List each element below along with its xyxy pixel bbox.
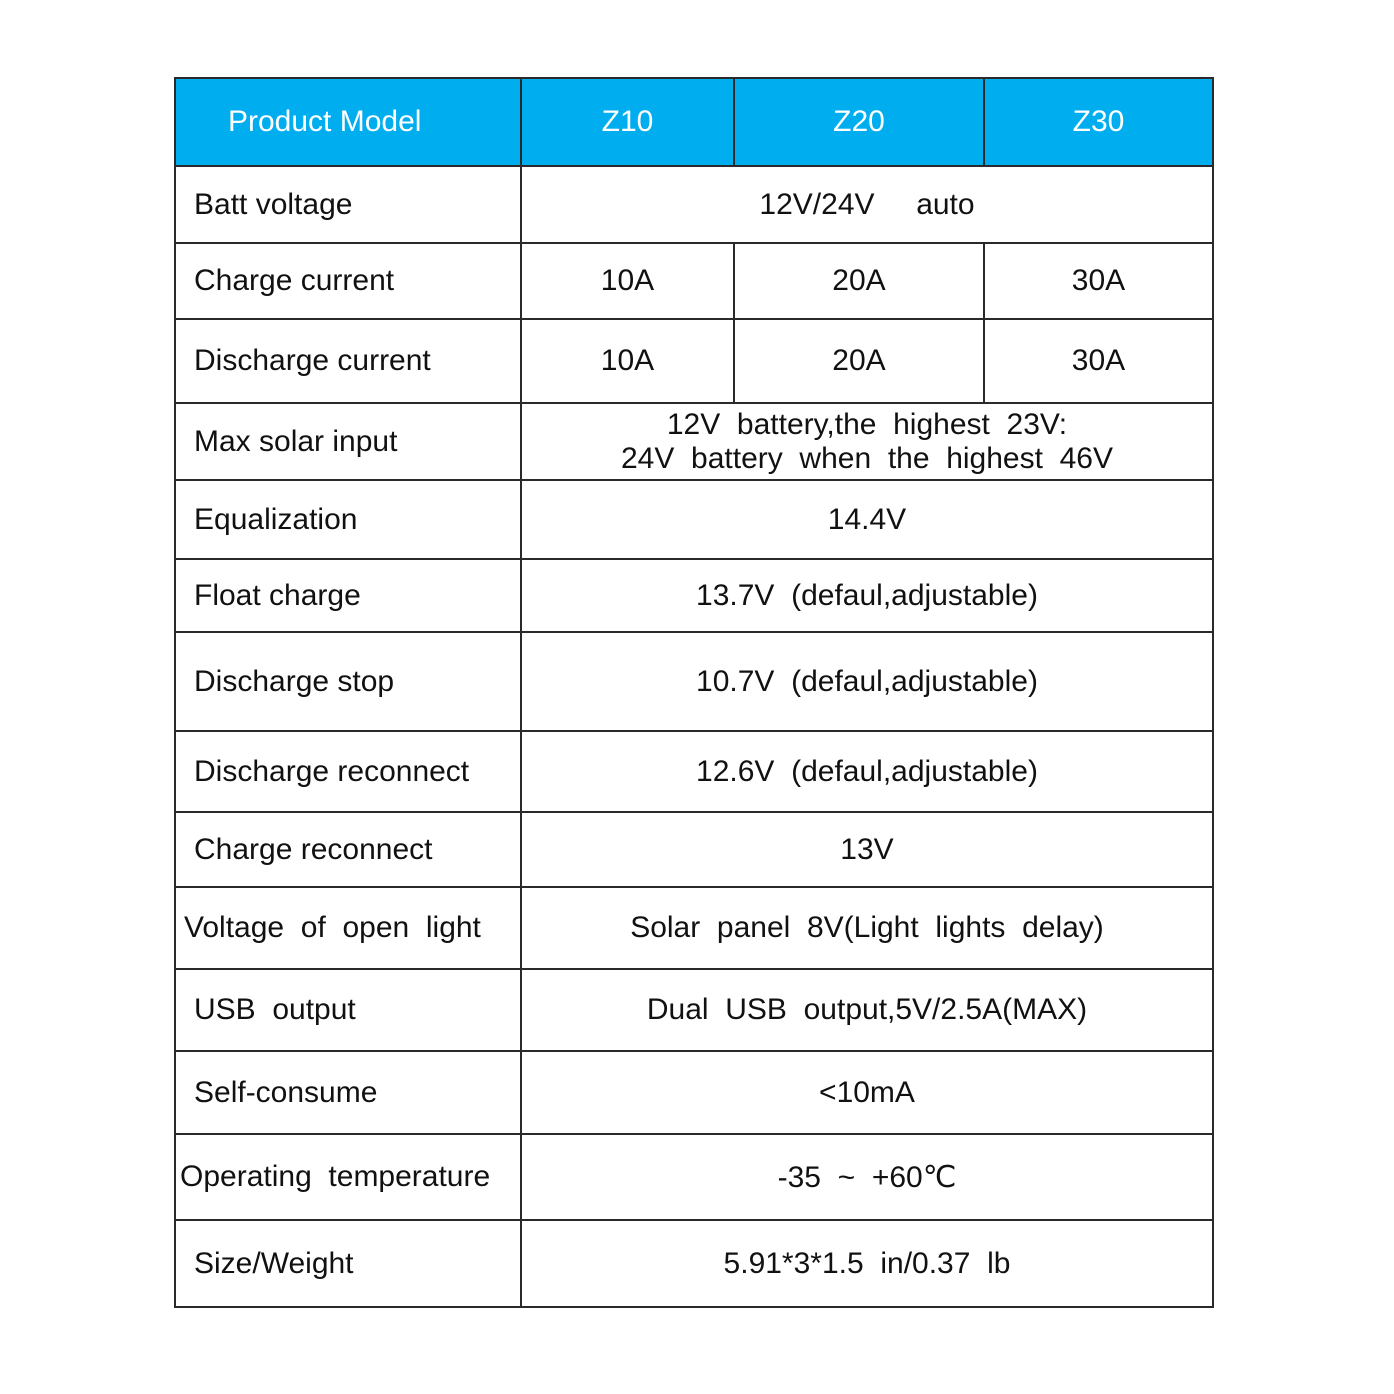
row-label-operating-temperature: Operating temperature — [175, 1134, 521, 1220]
header-model-z10: Z10 — [521, 78, 734, 166]
row-label-size-weight: Size/Weight — [175, 1220, 521, 1307]
max-solar-input-line-2: 24V battery when the highest 46V — [621, 441, 1113, 475]
row-label-charge-reconnect: Charge reconnect — [175, 812, 521, 887]
row-value-usb-output: Dual USB output,5V/2.5A(MAX) — [521, 969, 1213, 1051]
row-label-float-charge: Float charge — [175, 559, 521, 632]
table-row — [175, 731, 1213, 812]
row-label-batt-voltage: Batt voltage — [175, 166, 521, 243]
charge-current-z20: 20A — [734, 243, 984, 319]
charge-current-z30: 30A — [984, 243, 1213, 319]
row-label-equalization: Equalization — [175, 480, 521, 559]
row-value-operating-temperature: -35 ~ +60℃ — [521, 1134, 1213, 1220]
table-row — [175, 166, 1213, 243]
row-label-discharge-current: Discharge current — [175, 319, 521, 403]
row-value-size-weight: 5.91*3*1.5 in/0.37 lb — [521, 1220, 1213, 1307]
table-row — [175, 403, 1213, 480]
row-label-self-consume: Self-consume — [175, 1051, 521, 1134]
charge-current-z10: 10A — [521, 243, 734, 319]
row-label-charge-current: Charge current — [175, 243, 521, 319]
row-value-charge-reconnect: 13V — [521, 812, 1213, 887]
table-row — [175, 319, 1213, 403]
table-row — [175, 243, 1213, 319]
table-row — [175, 1220, 1213, 1307]
row-value-voltage-open-light: Solar panel 8V(Light lights delay) — [521, 887, 1213, 969]
header-product-model: Product Model — [175, 78, 521, 166]
table-row — [175, 559, 1213, 632]
row-label-discharge-stop: Discharge stop — [175, 632, 521, 731]
header-model-z30: Z30 — [984, 78, 1213, 166]
table-row — [175, 1134, 1213, 1220]
table-row — [175, 480, 1213, 559]
header-row — [175, 78, 1213, 166]
table-row — [175, 887, 1213, 969]
row-value-float-charge: 13.7V (defaul,adjustable) — [521, 559, 1213, 632]
row-label-max-solar-input: Max solar input — [175, 403, 521, 480]
table-row — [175, 969, 1213, 1051]
row-value-batt-voltage: 12V/24V auto — [521, 166, 1213, 243]
header-model-z20: Z20 — [734, 78, 984, 166]
table-row — [175, 632, 1213, 731]
table-row — [175, 1051, 1213, 1134]
row-value-discharge-reconnect: 12.6V (defaul,adjustable) — [521, 731, 1213, 812]
row-value-discharge-stop: 10.7V (defaul,adjustable) — [521, 632, 1213, 731]
discharge-current-z20: 20A — [734, 319, 984, 403]
row-label-voltage-open-light: Voltage of open light — [175, 887, 521, 969]
row-label-discharge-reconnect: Discharge reconnect — [175, 731, 521, 812]
row-value-self-consume: <10mA — [521, 1051, 1213, 1134]
table-row — [175, 812, 1213, 887]
discharge-current-z10: 10A — [521, 319, 734, 403]
spec-table — [174, 77, 1214, 1308]
row-value-max-solar-input — [521, 403, 1213, 480]
row-label-usb-output: USB output — [175, 969, 521, 1051]
row-value-equalization: 14.4V — [521, 480, 1213, 559]
max-solar-input-line-1: 12V battery,the highest 23V: — [666, 407, 1068, 441]
discharge-current-z30: 30A — [984, 319, 1213, 403]
